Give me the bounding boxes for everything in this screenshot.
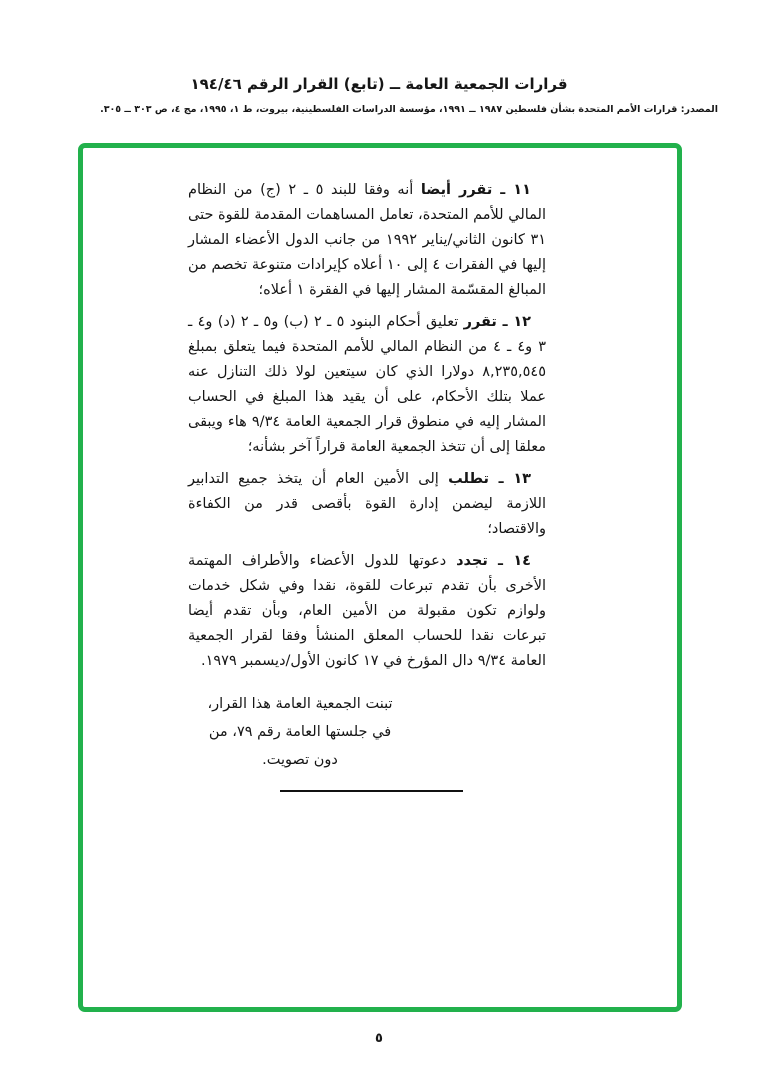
adoption-line-3: دون تصويت.: [262, 752, 338, 768]
paragraph-12-marker: ١٢ ـ تقرر: [463, 314, 532, 330]
paragraph-14-marker: ١٤ ـ تجدد: [456, 553, 532, 569]
resolution-paragraph-14: [188, 549, 546, 674]
adoption-line-1: تبنت الجمعية العامة هذا القرار،: [207, 696, 393, 712]
adoption-line-2: في جلستها العامة رقم ٧٩، من: [208, 724, 392, 740]
green-border-frame: [78, 143, 682, 1012]
paragraph-13-marker: ١٣ ـ تطلب: [448, 471, 532, 487]
section-divider: [280, 790, 463, 792]
resolution-paragraph-12: [188, 310, 546, 460]
paragraph-11-marker: ١١ ـ تقرر أيضا: [420, 182, 531, 198]
resolution-text-column: [188, 178, 546, 792]
paragraph-14-text: دعوتها للدول الأعضاء والأطراف المهتمة الأخرى بأن تقدم تبرعات للقوة، نقدا وفي شكل خدمات ولوازم تكون مقبولة من الأمين العام، وبأن تقدم أيضا تبرعات نقدا للحساب المعلق المنشأ وفقا لقرار الجمعية العامة ٩/٣٤ دال المؤرخ في ١٧ كانون الأول/ديسمبر ١٩٧٩.: [188, 553, 546, 669]
source-citation-line: المصدر: قرارات الأمم المتحدة بشأن فلسطين ١٩٨٧ ــ ١٩٩١، مؤسسة الدراسات الفلسطينية، بيروت، ط ١، ١٩٩٥، مج ٤، ص ٣٠٣ ــ ٣٠٥.: [100, 104, 718, 115]
page-title: قرارات الجمعية العامة ــ (تابع) القرار الرقم ١٩٤/٤٦: [190, 75, 568, 93]
resolution-paragraph-13: [188, 467, 546, 542]
paragraph-13-text: إلى الأمين العام أن يتخذ جميع التدابير اللازمة ليضمن إدارة القوة بأقصى قدر من الكفاءة والاقتصاد؛: [188, 471, 546, 537]
adoption-statement: [202, 690, 398, 774]
paragraph-11-text: أنه وفقا للبند ٥ ـ ٢ (ج) من النظام المالي للأمم المتحدة، تعامل المساهمات المقدمة للقوة حتى ٣١ كانون الثاني/يناير ١٩٩٢ من جانب الدول الأعضاء المشار إليها في الفقرات ٤ إلى ١٠ أعلاه كإيرادات متنوعة تخصم من المبالغ المقسّمة المشار إليها في الفقرة ١ أعلاه؛: [188, 182, 547, 298]
page-number: ٥: [375, 1031, 383, 1046]
resolution-paragraph-11: [188, 178, 546, 303]
paragraph-12-text: تعليق أحكام البنود ٥ ـ ٢ (ب) و٥ ـ ٢ (د) و٤ ـ ٣ و٤ ـ ٤ من النظام المالي للأمم المتحدة فيما يتعلق بمبلغ ٨,٢٣٥,٥٤٥ دولارا الذي كان سيتعين لولا ذلك التنازل عنه عملا بتلك الأحكام، على أن يقيد هذا المبلغ في الحساب المشار إليه في منطوق قرار الجمعية العامة ٩/٣٤ هاء ويبقى معلقا إلى أن تتخذ الجمعية العامة قراراً آخر بشأنه؛: [188, 314, 546, 455]
